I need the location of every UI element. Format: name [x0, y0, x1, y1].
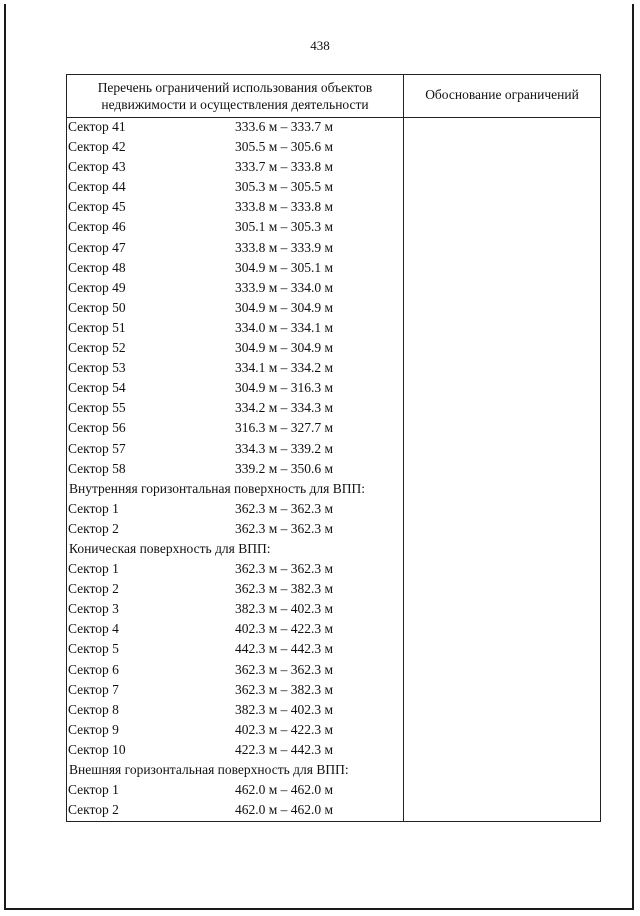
sector-name: Сектор 45	[68, 199, 126, 215]
height-range: 304.9 м – 305.1 м	[235, 259, 334, 275]
sector-name: Сектор 46	[68, 219, 126, 235]
height-range: 462.0 м – 462.0 м	[235, 782, 334, 798]
sector-name: Сектор 48	[68, 259, 126, 275]
table-row	[67, 298, 403, 318]
sector-name: Сектор 1	[68, 561, 119, 577]
table-row	[67, 720, 403, 740]
height-range: 362.3 м – 362.3 м	[235, 500, 334, 516]
table-row	[67, 499, 403, 519]
height-range: 334.3 м – 339.2 м	[235, 440, 334, 456]
sector-name: Сектор 56	[68, 420, 126, 436]
sector-name: Сектор 3	[68, 601, 119, 617]
height-range: 333.7 м – 333.8 м	[235, 159, 334, 175]
height-range: 305.3 м – 305.5 м	[235, 179, 334, 195]
sector-name: Сектор 47	[68, 239, 126, 255]
sector-name: Сектор 52	[68, 340, 126, 356]
table-row	[67, 238, 403, 258]
height-range: 362.3 м – 362.3 м	[235, 561, 334, 577]
height-range: 362.3 м – 362.3 м	[235, 520, 334, 536]
height-range: 334.1 м – 334.2 м	[235, 360, 334, 376]
sector-name: Сектор 2	[68, 581, 119, 597]
sector-name: Сектор 51	[68, 319, 126, 335]
table-row	[67, 780, 403, 800]
sector-name: Сектор 8	[68, 701, 119, 717]
height-range: 333.8 м – 333.9 м	[235, 239, 334, 255]
sector-name: Сектор 6	[68, 661, 119, 677]
table-header	[67, 75, 600, 118]
height-range: 334.2 м – 334.3 м	[235, 400, 334, 416]
height-range: 316.3 м – 327.7 м	[235, 420, 334, 436]
height-range: 422.3 м – 442.3 м	[235, 741, 334, 757]
table-row	[67, 217, 403, 237]
sector-name: Сектор 9	[68, 721, 119, 737]
table-row	[67, 639, 403, 659]
sector-name: Сектор 1	[68, 782, 119, 798]
sector-name: Сектор 53	[68, 360, 126, 376]
table-row	[67, 579, 403, 599]
table-row	[67, 157, 403, 177]
table-row	[67, 418, 403, 438]
table-row	[67, 680, 403, 700]
sector-name: Сектор 41	[68, 119, 126, 134]
table-row	[67, 519, 403, 539]
height-range: 402.3 м – 422.3 м	[235, 721, 334, 737]
section-row	[67, 760, 403, 780]
table-row	[67, 318, 403, 338]
section-title: Внутренняя горизонтальная поверхность для ВПП:	[69, 480, 365, 496]
table-row	[67, 800, 403, 820]
table-row	[67, 358, 403, 378]
table-row	[67, 378, 403, 398]
sector-name: Сектор 43	[68, 159, 126, 175]
height-range: 334.0 м – 334.1 м	[235, 319, 334, 335]
sector-name: Сектор 44	[68, 179, 126, 195]
height-range: 382.3 м – 402.3 м	[235, 601, 334, 617]
height-range: 305.1 м – 305.3 м	[235, 219, 334, 235]
section-title: Коническая поверхность для ВПП:	[69, 540, 271, 556]
height-range: 333.9 м – 334.0 м	[235, 279, 334, 295]
table-row	[67, 338, 403, 358]
sector-name: Сектор 50	[68, 299, 126, 315]
section-title: Внешняя горизонтальная поверхность для ВПП:	[69, 762, 349, 777]
table-row	[67, 740, 403, 760]
height-range: 362.3 м – 382.3 м	[235, 581, 334, 597]
table-row	[67, 660, 403, 680]
sector-name: Сектор 1	[68, 500, 119, 516]
height-range: 462.0 м – 462.0 м	[235, 802, 334, 818]
sector-name: Сектор 49	[68, 279, 126, 295]
height-range: 442.3 м – 442.3 м	[235, 641, 334, 657]
table-row	[67, 258, 403, 278]
sector-name: Сектор 42	[68, 139, 126, 155]
height-range: 333.6 м – 333.7 м	[235, 119, 334, 134]
header-restrictions-list: Перечень ограничений использования объектов недвижимости и осуществления деятельности	[97, 80, 373, 112]
restrictions-table	[66, 74, 601, 822]
sector-name: Сектор 2	[68, 802, 119, 818]
table-row	[67, 117, 403, 137]
height-range: 382.3 м – 402.3 м	[235, 701, 334, 717]
sector-name: Сектор 7	[68, 681, 119, 697]
height-range: 339.2 м – 350.6 м	[235, 460, 334, 476]
page-number: 438	[310, 38, 330, 53]
table-row	[67, 278, 403, 298]
sector-name: Сектор 2	[68, 520, 119, 536]
height-range: 362.3 м – 382.3 м	[235, 681, 334, 697]
sector-name: Сектор 4	[68, 621, 119, 637]
table-row	[67, 398, 403, 418]
height-range: 402.3 м – 422.3 м	[235, 621, 334, 637]
sector-name: Сектор 55	[68, 400, 126, 416]
height-range: 304.9 м – 316.3 м	[235, 380, 334, 396]
section-row	[67, 479, 403, 499]
height-range: 305.5 м – 305.6 м	[235, 139, 334, 155]
table-row	[67, 197, 403, 217]
height-range: 362.3 м – 362.3 м	[235, 661, 334, 677]
table-row	[67, 619, 403, 639]
sector-name: Сектор 58	[68, 460, 126, 476]
table-row	[67, 459, 403, 479]
sector-name: Сектор 57	[68, 440, 126, 456]
table-row	[67, 439, 403, 459]
table-row	[67, 700, 403, 720]
sector-name: Сектор 10	[68, 741, 126, 757]
table-row	[67, 177, 403, 197]
height-range: 304.9 м – 304.9 м	[235, 340, 334, 356]
header-justification: Обоснование ограничений	[425, 87, 579, 102]
table-body	[67, 117, 403, 820]
height-range: 333.8 м – 333.8 м	[235, 199, 334, 215]
height-range: 304.9 м – 304.9 м	[235, 299, 334, 315]
table-row	[67, 599, 403, 619]
table-row	[67, 559, 403, 579]
section-row	[67, 539, 403, 559]
sector-name: Сектор 5	[68, 641, 119, 657]
column-divider	[403, 75, 404, 821]
sector-name: Сектор 54	[68, 380, 126, 396]
table-row	[67, 137, 403, 157]
